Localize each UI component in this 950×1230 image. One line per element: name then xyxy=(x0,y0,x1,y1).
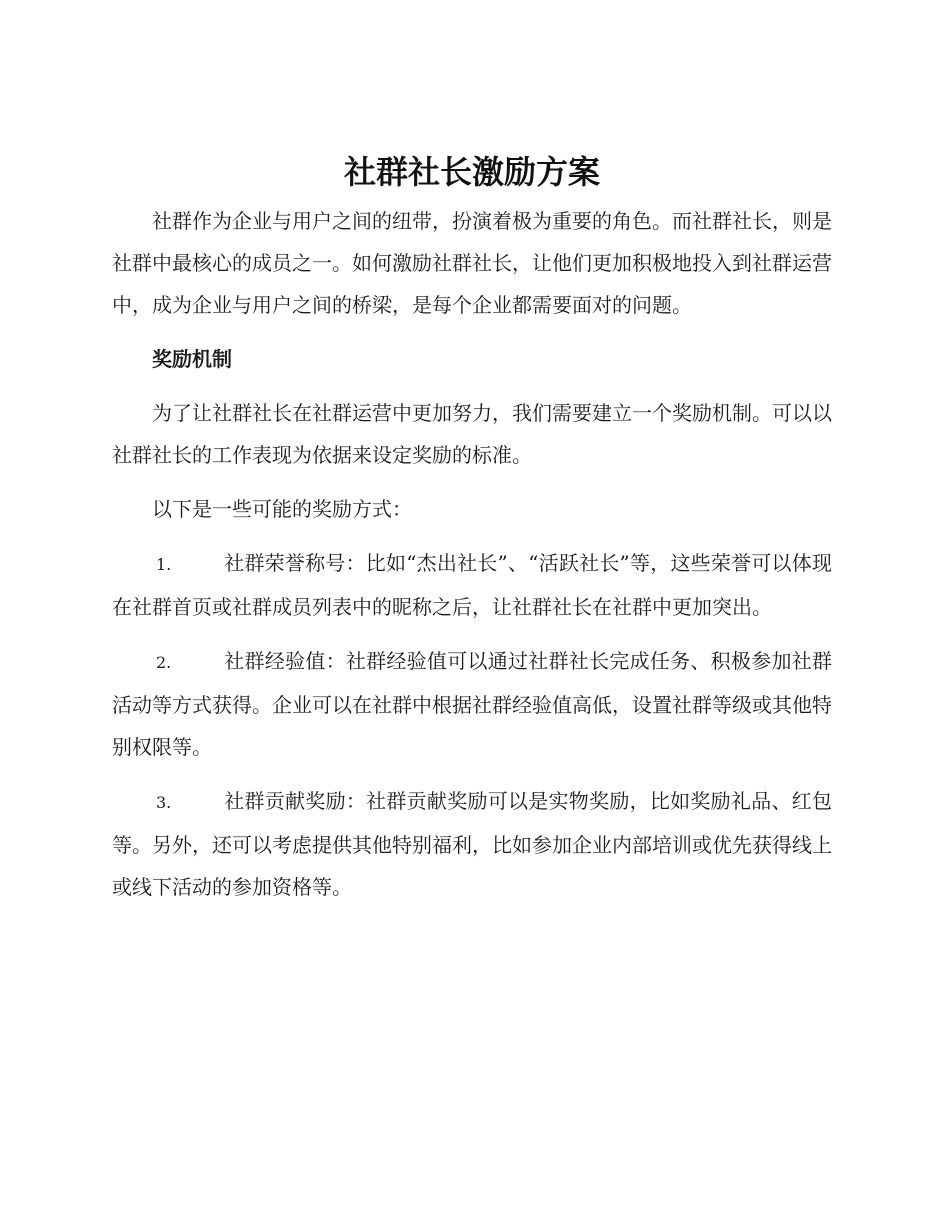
reward-mechanism-paragraph: 为了让社群社长在社群运营中更加努力，我们需要建立一个奖励机制。可以以社群社长的工作表现为依据来设定奖励的标准。 xyxy=(112,401,832,467)
list-item-number: 2. xyxy=(156,653,172,672)
section-heading-rewards: 奖励机制 xyxy=(152,347,232,371)
intro-paragraph: 社群作为企业与用户之间的纽带，扮演着极为重要的角色。而社群社长，则是社群中最核心的成员之一。如何激励社群社长，让他们更加积极地投入到社群运营中，成为企业与用户之间的桥梁，是每个企业都需要面对的问题。 xyxy=(112,209,832,317)
list-item-text: 社群经验值：社群经验值可以通过社群社长完成任务、积极参加社群活动等方式获得。企业可以在社群中根据社群经验值高低，设置社群等级或其他特别权限等。 xyxy=(112,649,832,759)
document-title: 社群社长激励方案 xyxy=(343,153,600,191)
list-item xyxy=(112,780,832,908)
list-item xyxy=(112,542,832,628)
list-item xyxy=(112,640,832,768)
list-item-number: 3. xyxy=(156,793,172,812)
reward-methods-intro: 以下是一些可能的奖励方式： xyxy=(152,497,412,521)
list-item-number: 1. xyxy=(156,555,172,574)
list-item-text: 社群荣誉称号：比如“杰出社长”、“活跃社长”等，这些荣誉可以体现在社群首页或社群成员列表中的昵称之后，让社群社长在社群中更加突出。 xyxy=(112,551,832,619)
document-page xyxy=(112,148,832,908)
list-item-text: 社群贡献奖励：社群贡献奖励可以是实物奖励，比如奖励礼品、红包等。另外，还可以考虑提供其他特别福利，比如参加企业内部培训或优先获得线上或线下活动的参加资格等。 xyxy=(112,789,832,899)
